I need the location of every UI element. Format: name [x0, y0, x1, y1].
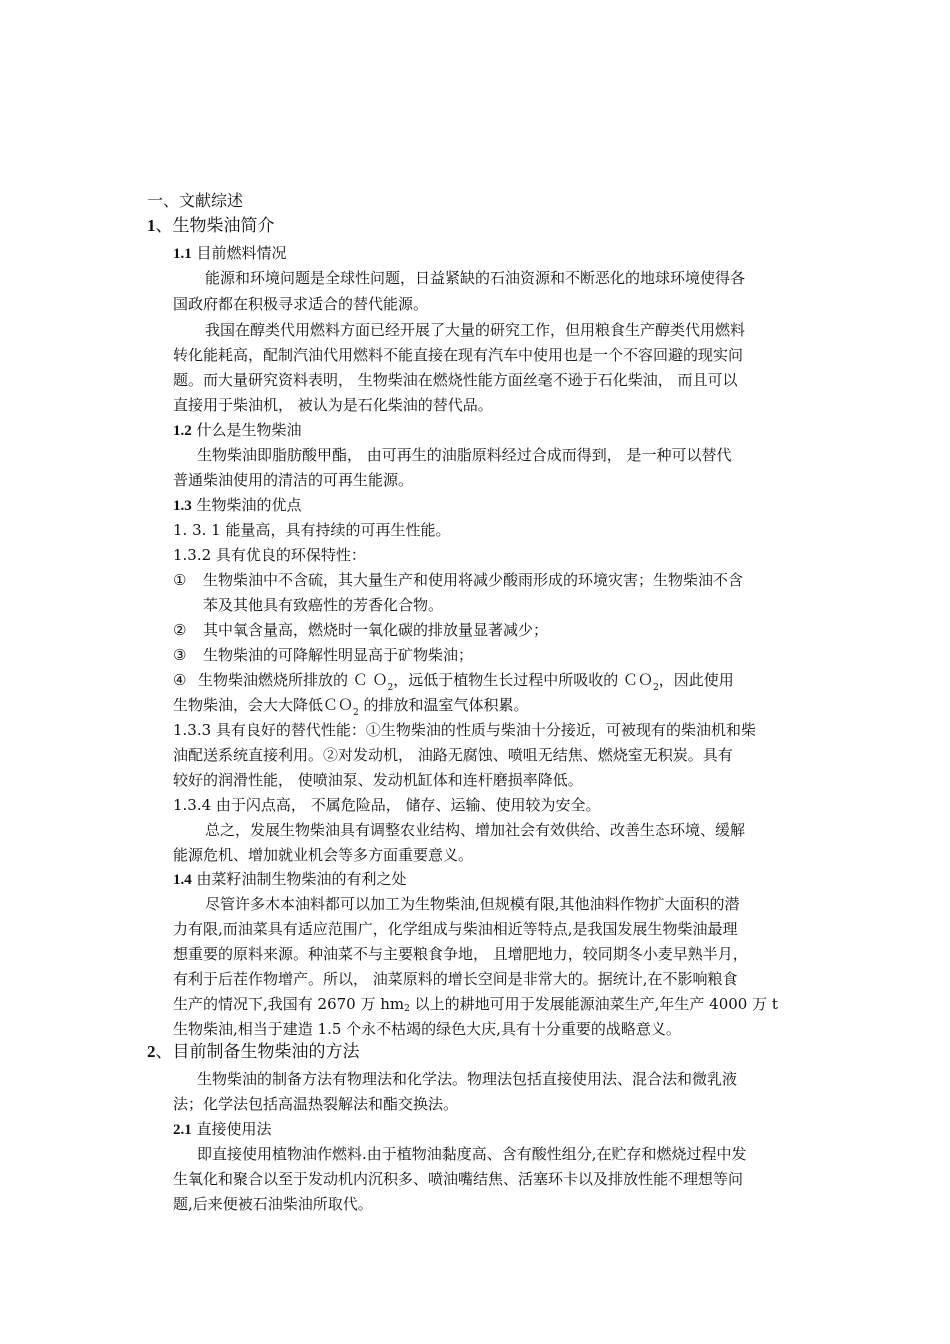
paragraph-line: 想重要的原料来源。种油菜不与主要粮食争地， 且增肥地力，较同期冬小麦早熟半月， — [173, 945, 748, 963]
section-1-4-title: 由菜籽油制生物柴油的有利之处 — [191, 870, 407, 888]
list-item-text-part: ，远低于植物生长过程中所吸收的 ＣＯ — [393, 671, 654, 689]
paragraph-line: 转化能耗高，配制汽油代用燃料不能直接在现有汽车中使用也是一个不容回避的现实问 — [173, 346, 744, 364]
section-2-1-number: 2.1 — [173, 1122, 192, 1138]
paragraph-line: 力有限,而油菜具有适应范围广，化学组成与柴油相近等特点,是我国发展生物柴油最理 — [173, 920, 738, 938]
subscript: 2 — [353, 708, 359, 718]
paragraph-line: 普通柴油使用的清洁的可再生能源。 — [173, 471, 414, 489]
section-1-1-heading — [173, 243, 287, 264]
section-1-1-title: 目前燃料情况 — [191, 244, 287, 262]
paragraph-line: 能源和环境问题是全球性问题，日益紧缺的石油资源和不断恶化的地球环境使得各 — [205, 269, 746, 287]
section-1-3-heading — [173, 495, 302, 516]
list-item-text: 其中氧含量高，燃烧时一氧化碳的排放量显著减少； — [203, 621, 549, 639]
chapter-1-title: 、生物柴油简介 — [155, 216, 275, 236]
paragraph-line: 生氧化和聚合以至于发动机内沉积多、喷油嘴结焦、活塞环卡以及排放性能不理想等问 — [173, 1170, 744, 1188]
section-1-2-title: 什么是生物柴油 — [191, 421, 302, 439]
paragraph-line: 题。而大量研究资料表明， 生物柴油在燃烧性能方面丝毫不逊于石化柴油， 而且可以 — [173, 371, 738, 389]
section-1-4-heading — [173, 869, 407, 890]
list-item-text — [173, 695, 529, 723]
list-marker: ① — [173, 571, 187, 589]
paragraph-line: 我国在醇类代用燃料方面已经开展了大量的研究工作，但用粮食生产醇类代用燃料 — [205, 321, 746, 339]
list-marker: ④ — [173, 671, 187, 689]
paragraph-line: 有利于后茬作物增产。所以， 油菜原料的增长空间是非常大的。据统计,在不影响粮食 — [173, 970, 738, 988]
section-2-1-heading — [173, 1119, 272, 1140]
list-item-text-part: 的排放和温室气体积累。 — [358, 696, 529, 714]
paragraph-line: 生物柴油的制备方法有物理法和化学法。物理法包括直接使用法、混合法和微乳液 — [197, 1070, 738, 1088]
paragraph-line: 国政府都在积极寻求适合的替代能源。 — [173, 295, 429, 313]
list-item-text-part: ，因此使用 — [658, 671, 734, 689]
list-item-text: 苯及其他具有致癌性的芳香化合物。 — [203, 596, 444, 614]
section-heading: 一、文献综述 — [147, 191, 244, 210]
subscript: 2 — [387, 683, 394, 693]
paragraph-line: 即直接使用植物油作燃料.由于植物油黏度高、含有酸性组分,在贮存和燃烧过程中发 — [197, 1145, 747, 1163]
list-marker: ③ — [173, 646, 187, 664]
list-marker: ② — [173, 621, 187, 639]
paragraph-line: 直接用于柴油机， 被认为是石化柴油的替代品。 — [173, 396, 493, 414]
subsection-1-3-4: 1.3.4 由于闪点高， 不属危险品， 储存、运输、使用较为安全。 — [173, 796, 601, 814]
paragraph-line: 总之，发展生物柴油具有调整农业结构、增加社会有效供给、改善生态环境、缓解 — [205, 821, 746, 839]
chapter-1-number: 1 — [147, 216, 156, 235]
paragraph-line: 油配送系统直接利用。②对发动机， 油路无腐蚀、喷咀无结焦、燃烧室无积炭。具有 — [173, 746, 733, 764]
paragraph-line: 生物柴油即脂肪酸甲酯， 由可再生的油脂原料经过合成而得到， 是一种可以替代 — [197, 446, 732, 464]
paragraph-line: 1.3.3 具有良好的替代性能：①生物柴油的性质与柴油十分接近，可被现有的柴油机和柴 — [173, 721, 756, 739]
subscript: 2 — [653, 683, 659, 693]
chapter-2-number: 2 — [147, 1042, 156, 1061]
paragraph-line-part: 生产的情况下,我国有 2670 万 hm — [173, 995, 405, 1013]
section-1-2-number: 1.2 — [173, 423, 192, 439]
paragraph-line: 尽管许多木本油料都可以加工为生物柴油,但规模有限,其他油料作物扩大面积的潜 — [205, 895, 740, 913]
subsection-1-3-1: 1. 3. 1 能量高，具有持续的可再生性能。 — [173, 521, 451, 539]
section-1-4-number: 1.4 — [173, 872, 192, 888]
list-item-text: 生物柴油的可降解性明显高于矿物柴油； — [203, 646, 474, 664]
paragraph-line: 能源危机、增加就业机会等多方面重要意义。 — [173, 846, 474, 864]
paragraph-line: 题,后来便被石油柴油所取代。 — [173, 1195, 373, 1213]
section-1-1-number: 1.1 — [173, 246, 192, 262]
subsection-1-3-2: 1.3.2 具有优良的环保特性： — [173, 546, 366, 564]
list-item-text-part: 生物柴油，会大大降低ＣＯ — [173, 696, 354, 714]
list-item-text — [198, 670, 734, 698]
section-1-3-number: 1.3 — [173, 498, 192, 514]
paragraph-line: 法；化学法包括高温热裂解法和酯交换法。 — [173, 1095, 459, 1113]
paragraph-line: 较好的润滑性能， 使喷油泵、发动机缸体和连杆磨损率降低。 — [173, 771, 583, 789]
section-2-1-title: 直接使用法 — [191, 1120, 272, 1138]
chapter-2-heading — [147, 1042, 360, 1062]
paragraph-line-part: 以上的耕地可用于发展能源油菜生产,年生产 4000 万 t — [409, 995, 778, 1013]
paragraph-line: 生物柴油,相当于建造 1.5 个永不枯竭的绿色大庆,具有十分重要的战略意义。 — [173, 1020, 681, 1038]
subscript: 2 — [404, 1004, 410, 1014]
list-item-text-part: 生物柴油燃烧所排放的 Ｃ Ｏ — [198, 671, 388, 689]
chapter-2-title: 、目前制备生物柴油的方法 — [155, 1042, 360, 1062]
chapter-1-heading — [147, 216, 275, 236]
paragraph-line — [173, 994, 778, 1019]
list-item-text: 生物柴油中不含硫，其大量生产和使用将减少酸雨形成的环境灾害；生物柴油不含 — [203, 571, 744, 589]
section-1-3-title: 生物柴油的优点 — [191, 496, 302, 514]
section-1-2-heading — [173, 420, 302, 441]
